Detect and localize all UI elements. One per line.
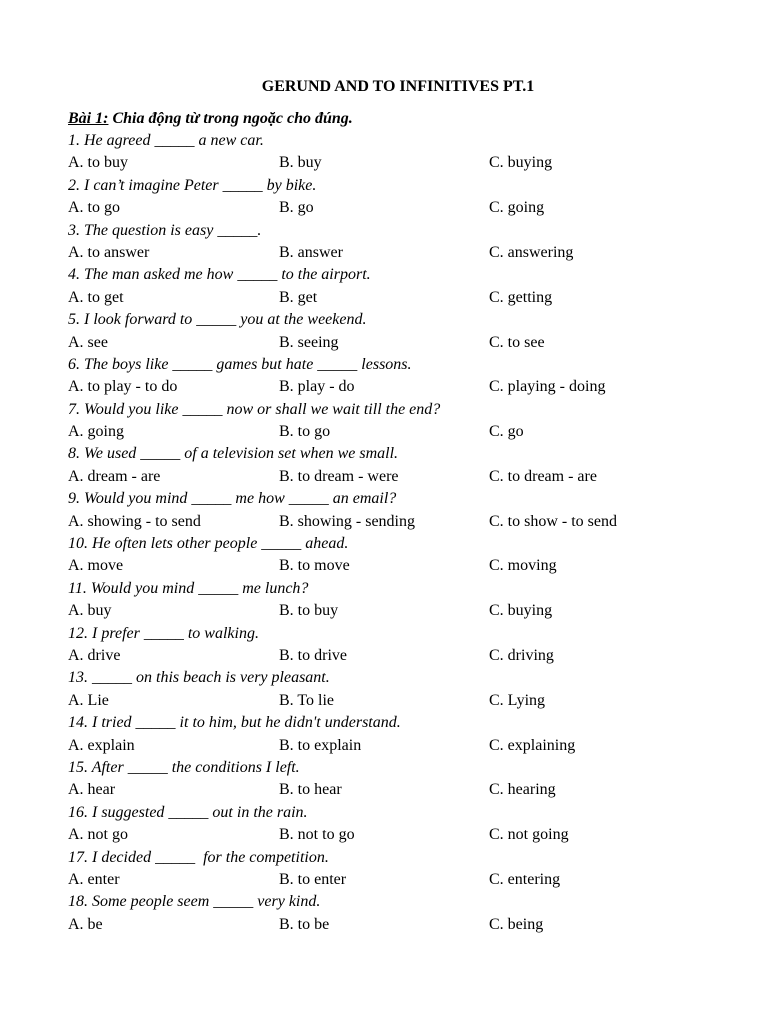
option-c: C. getting bbox=[489, 288, 553, 306]
option-c: C. Lying bbox=[489, 691, 546, 709]
option-a: A. dream - are bbox=[68, 467, 161, 485]
option-c: C. entering bbox=[489, 870, 561, 888]
option-a: A. to go bbox=[68, 199, 120, 217]
option-a: A. showing - to send bbox=[68, 512, 201, 530]
question-text: 8. We used _____ of a television set when we small. bbox=[68, 445, 399, 463]
question-text: 1. He agreed _____ a new car. bbox=[68, 132, 264, 149]
question-text: 4. The man asked me how _____ to the airport. bbox=[68, 266, 371, 284]
option-b: B. showing - sending bbox=[279, 512, 415, 530]
option-c: C. to see bbox=[489, 333, 545, 351]
answer-options-row bbox=[68, 421, 708, 443]
exercise-label: Bài 1: bbox=[68, 110, 109, 127]
question-text: 14. I tried _____ it to him, but he didn't understand. bbox=[68, 714, 401, 732]
option-c: C. hearing bbox=[489, 781, 556, 799]
question-text: 9. Would you mind _____ me how _____ an email? bbox=[68, 490, 397, 508]
option-b: B. to drive bbox=[279, 646, 347, 664]
option-c: C. going bbox=[489, 199, 545, 217]
option-b: B. to explain bbox=[279, 736, 362, 754]
option-c: C. go bbox=[489, 423, 524, 441]
option-b: B. to enter bbox=[279, 870, 347, 888]
answer-options-row bbox=[68, 600, 708, 622]
option-c: C. buying bbox=[489, 154, 553, 172]
question-list bbox=[68, 130, 708, 936]
option-b: B. to move bbox=[279, 557, 350, 575]
option-a: A. hear bbox=[68, 781, 116, 799]
option-c: C. moving bbox=[489, 557, 557, 575]
answer-options-row bbox=[68, 735, 708, 757]
answer-options-row bbox=[68, 779, 708, 801]
option-b: B. to buy bbox=[279, 602, 339, 620]
option-a: A. buy bbox=[68, 602, 112, 620]
option-b: B. To lie bbox=[279, 691, 335, 709]
question-text: 12. I prefer _____ to walking. bbox=[68, 624, 259, 642]
option-c: C. playing - doing bbox=[489, 378, 606, 396]
question-text: 15. After _____ the conditions I left. bbox=[68, 758, 300, 776]
question-text: 18. Some people seem _____ very kind. bbox=[68, 893, 321, 911]
option-a: A. to answer bbox=[68, 243, 150, 261]
question-text: 2. I can’t imagine Peter _____ by bike. bbox=[68, 176, 317, 194]
option-c: C. explaining bbox=[489, 736, 576, 754]
question-text: 6. The boys like _____ games but hate _____ lessons. bbox=[68, 355, 412, 373]
question-text: 17. I decided _____ for the competition. bbox=[68, 848, 329, 866]
answer-options-row bbox=[68, 197, 708, 219]
option-b: B. seeing bbox=[279, 333, 339, 351]
answer-options-row bbox=[68, 152, 708, 174]
answer-options-row bbox=[68, 690, 708, 712]
option-a: A. to play - to do bbox=[68, 378, 178, 396]
answer-options-row bbox=[68, 466, 708, 488]
option-a: A. Lie bbox=[68, 691, 109, 709]
answer-options-row bbox=[68, 645, 708, 667]
option-b: B. not to go bbox=[279, 826, 355, 844]
question-text: 13. _____ on this beach is very pleasant. bbox=[68, 669, 330, 687]
answer-options-row bbox=[68, 287, 708, 309]
option-b: B. to go bbox=[279, 423, 331, 441]
option-b: B. to dream - were bbox=[279, 467, 399, 485]
option-b: B. to hear bbox=[279, 781, 342, 799]
answer-options-row bbox=[68, 511, 708, 533]
option-c: C. being bbox=[489, 915, 544, 933]
option-c: C. buying bbox=[489, 602, 553, 620]
question-text: 11. Would you mind _____ me lunch? bbox=[68, 579, 309, 597]
question-text: 10. He often lets other people _____ ahead. bbox=[68, 535, 349, 553]
option-a: A. see bbox=[68, 333, 108, 351]
question-text: 7. Would you like _____ now or shall we wait till the end? bbox=[68, 400, 441, 418]
answer-options-row bbox=[68, 242, 708, 264]
answer-options-row bbox=[68, 376, 708, 398]
option-a: A. enter bbox=[68, 870, 120, 888]
option-a: A. move bbox=[68, 557, 124, 575]
option-b: B. get bbox=[279, 288, 318, 306]
option-c: C. to show - to send bbox=[489, 512, 617, 530]
option-b: B. answer bbox=[279, 243, 343, 261]
option-c: C. not going bbox=[489, 826, 569, 844]
option-b: B. play - do bbox=[279, 378, 355, 396]
answer-options-row bbox=[68, 869, 708, 891]
answer-options-row bbox=[68, 824, 708, 846]
option-a: A. not go bbox=[68, 826, 128, 844]
option-b: B. go bbox=[279, 199, 314, 217]
worksheet-page bbox=[68, 76, 708, 936]
option-a: A. to get bbox=[68, 288, 124, 306]
answer-options-row bbox=[68, 332, 708, 354]
option-a: A. explain bbox=[68, 736, 135, 754]
option-b: B. buy bbox=[279, 154, 322, 172]
option-a: A. to buy bbox=[68, 154, 128, 172]
option-c: C. driving bbox=[489, 646, 554, 664]
option-c: C. to dream - are bbox=[489, 467, 597, 485]
question-text: 3. The question is easy _____. bbox=[68, 221, 262, 239]
answer-options-row bbox=[68, 914, 708, 936]
exercise-instruction bbox=[68, 108, 708, 130]
option-c: C. answering bbox=[489, 243, 574, 261]
option-a: A. be bbox=[68, 915, 103, 933]
page-title: GERUND AND TO INFINITIVES PT.1 bbox=[261, 78, 535, 95]
answer-options-row bbox=[68, 555, 708, 577]
option-a: A. drive bbox=[68, 646, 121, 664]
question-text: 16. I suggested _____ out in the rain. bbox=[68, 803, 308, 821]
option-a: A. going bbox=[68, 423, 124, 441]
exercise-instruction-text: Chia động từ trong ngoặc cho đúng. bbox=[108, 110, 353, 127]
option-b: B. to be bbox=[279, 915, 330, 933]
question-text: 5. I look forward to _____ you at the weekend. bbox=[68, 311, 367, 329]
